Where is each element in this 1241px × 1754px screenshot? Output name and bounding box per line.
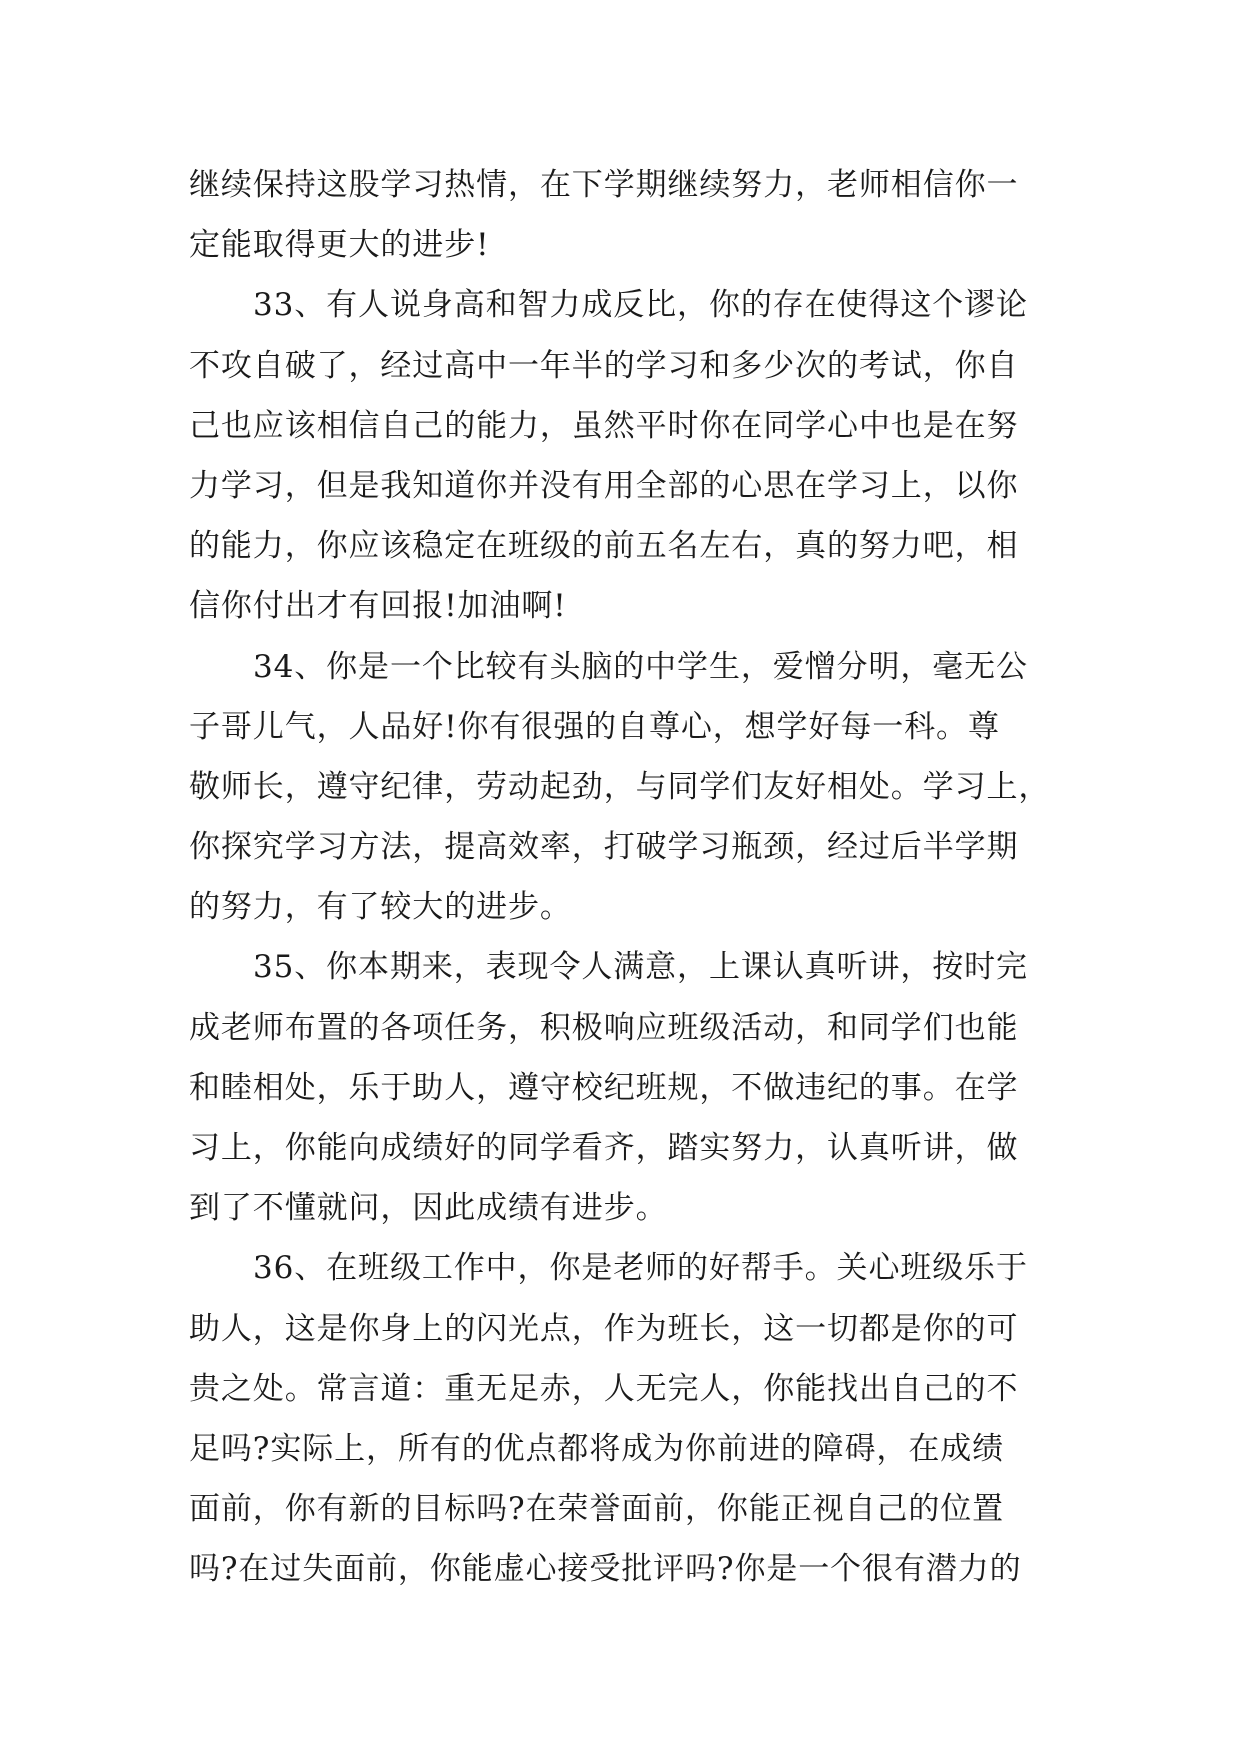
paragraph-line: 到了不懂就问，因此成绩有进步。	[189, 1190, 668, 1227]
paragraph-line: 习上，你能向成绩好的同学看齐，踏实努力，认真听讲，做	[189, 1130, 1019, 1166]
paragraph-line: 贵之处。常言道：重无足赤，人无完人，你能找出自己的不	[189, 1370, 1019, 1407]
document-body	[189, 155, 1049, 1600]
paragraph-line: 成老师布置的各项任务，积极响应班级活动，和同学们也能	[189, 1009, 1019, 1046]
paragraph-line: 面前，你有新的目标吗?在荣誉面前，你能正视自己的位置	[189, 1491, 1005, 1528]
paragraph-first-line: 35、你本期来，表现令人满意，上课认真听讲，按时完	[253, 949, 1028, 986]
paragraph-line: 的努力，有了较大的进步。	[189, 889, 572, 926]
paragraph-first-line: 36、在班级工作中，你是老师的好帮手。关心班级乐于	[253, 1250, 1028, 1287]
paragraph-line: 不攻自破了，经过高中一年半的学习和多少次的考试，你自	[189, 347, 1019, 384]
paragraph-line: 信你付出才有回报!加油啊!	[189, 588, 567, 625]
paragraph-first-line: 34、你是一个比较有头脑的中学生，爱憎分明，毫无公	[253, 648, 1028, 685]
paragraph-line: 力学习，但是我知道你并没有用全部的心思在学习上，以你	[189, 467, 1019, 504]
paragraph-line: 己也应该相信自己的能力，虽然平时你在同学心中也是在努	[189, 407, 1019, 444]
paragraph-line: 定能取得更大的进步!	[189, 227, 490, 264]
paragraph-first-line: 33、有人说身高和智力成反比，你的存在使得这个谬论	[253, 287, 1028, 324]
paragraph-line: 子哥儿气，人品好!你有很强的自尊心，想学好每一科。尊	[189, 708, 1000, 745]
paragraph-line: 敬师长，遵守纪律，劳动起劲，与同学们友好相处。学习上，	[189, 768, 1051, 805]
paragraph-line: 你探究学习方法，提高效率，打破学习瓶颈，经过后半学期	[189, 829, 1019, 866]
paragraph-line: 助人，这是你身上的闪光点，作为班长，这一切都是你的可	[189, 1310, 1019, 1347]
paragraph-line: 的能力，你应该稳定在班级的前五名左右，真的努力吧，相	[189, 528, 1019, 565]
paragraph-line: 足吗?实际上，所有的优点都将成为你前进的障碍，在成绩	[189, 1430, 1005, 1467]
paragraph-line: 吗?在过失面前，你能虚心接受批评吗?你是一个很有潜力的	[189, 1551, 1022, 1588]
paragraph-line: 继续保持这股学习热情，在下学期继续努力，老师相信你一	[189, 167, 1019, 203]
paragraph-line: 和睦相处，乐于助人，遵守校纪班规，不做违纪的事。在学	[189, 1069, 1019, 1106]
